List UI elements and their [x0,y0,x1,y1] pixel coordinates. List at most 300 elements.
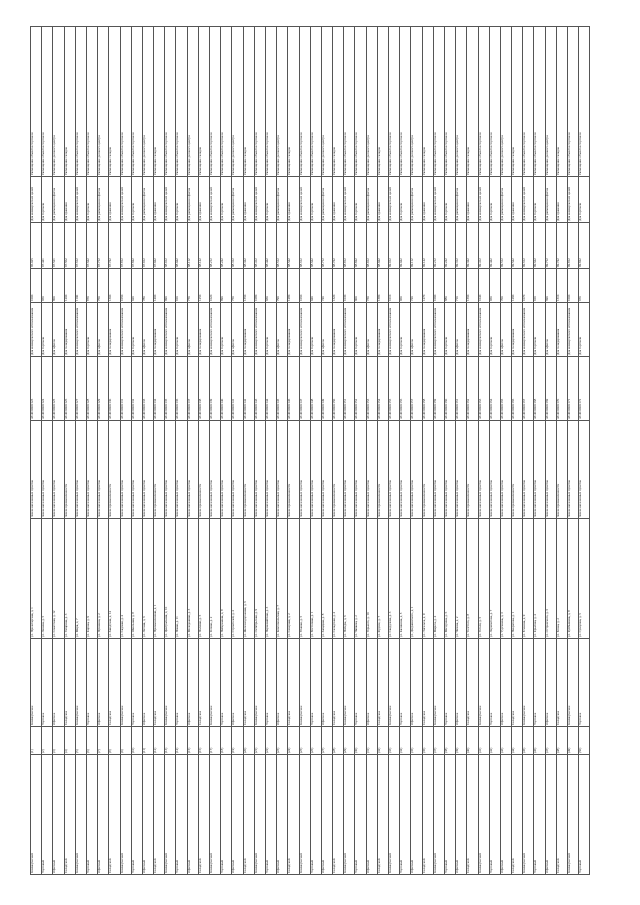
table-cell: Земли населенных пунктов [344,421,355,519]
table-cell: ул. Новая, д. 11 [176,519,187,639]
table-cell: Земли промышленности [333,421,344,519]
table-cell: 43:40:0000:157 [411,357,422,421]
table-cell: Размещение объектов торговли [254,27,265,177]
table-cell: Коммерческий [478,755,489,875]
table-cell: Коммерческое [165,639,176,727]
table-row [98,27,109,875]
table-cell: (28) [333,727,344,755]
table-cell: Торговый [534,755,545,875]
table-cell: (16) [198,727,209,755]
table-body [31,27,590,875]
table-cell: Для торговли [42,303,53,357]
table-cell: 98.612 [299,223,310,269]
table-cell: ул. Лермонтова, д. 7 [489,519,500,639]
table-row [310,27,321,875]
table-cell: Для размещения офисов [98,177,109,223]
table-cell: Офисное [456,639,467,727]
table-row [444,27,455,875]
table-cell: Складское [109,639,120,727]
table-cell: Размещение объектов торговли [86,27,97,177]
table-cell: ул. Школьная, д. 8 [131,519,142,639]
table-cell: 99.312 [456,223,467,269]
table-cell: Офисный [98,755,109,875]
table-cell: Для размещения офисов [456,177,467,223]
table-cell: Размещение складов [422,27,433,177]
table-cell: 98.312 [232,223,243,269]
table-row [422,27,433,875]
table-cell: Офисный [321,755,332,875]
table-cell: 43:40:0000:145 [277,357,288,421]
table-cell: Для складирования [467,303,478,357]
table-cell: (42) [489,727,500,755]
table-cell: Земли населенных пунктов [120,421,131,519]
table-cell: Земли промышленности [422,421,433,519]
table-cell: Торговый [221,755,232,875]
table-cell: (48) [556,727,567,755]
table-cell: 43:40:0000:134 [154,357,165,421]
table-cell: Для торговли [400,177,411,223]
table-cell: 700 [500,269,511,303]
table-cell: 98.442 [265,223,276,269]
table-cell: ул. Мира, д. 7 [75,519,86,639]
table-cell: (33) [389,727,400,755]
table-cell: ул. Набережная, д. 8 [221,519,232,639]
table-cell: 1070 [523,269,534,303]
table-cell: Размещение складов [198,27,209,177]
table-cell: Для торговли [355,177,366,223]
table-row [265,27,276,875]
table-cell: Офисный [232,755,243,875]
table-cell: 43:40:0000:138 [198,357,209,421]
table-cell: Торговый [444,755,455,875]
table-cell: 43:40:0000:159 [433,357,444,421]
table-cell: Торговое [355,639,366,727]
table-cell: Торговый [310,755,321,875]
table-cell: Для коммерческих целей [433,177,444,223]
table-cell: Для размещения офисов [187,177,198,223]
table-cell: 1400 [154,269,165,303]
table-cell: Складское [467,639,478,727]
table-cell: 43:40:0000:168 [534,357,545,421]
table-cell: 960 [400,269,411,303]
table-cell: Офисный [411,755,422,875]
table-cell: (26) [310,727,321,755]
table-cell: Для складирования [198,303,209,357]
table-cell: Земли промышленности [377,421,388,519]
table-cell: 43:40:0000:123 [31,357,42,421]
table-cell: Для размещения офисов [232,177,243,223]
table-cell: Земли населенных пунктов [310,421,321,519]
table-cell: Офисный [142,755,153,875]
table-cell: 43:40:0000:148 [310,357,321,421]
table-cell: Коммерческий [210,755,221,875]
table-cell: Торговое [176,639,187,727]
table-cell: Размещение делового центра [232,27,243,177]
table-cell: Офисный [456,755,467,875]
table-cell: Для офисов [187,303,198,357]
table-cell: (23) [277,727,288,755]
table-cell: (29) [344,727,355,755]
table-cell: 910 [534,269,545,303]
table-cell: Для складирования [243,303,254,357]
table-cell: Земли населенных пунктов [478,421,489,519]
table-cell: Для складирования [422,303,433,357]
table-cell: 97.642 [86,223,97,269]
table-cell: 43:40:0000:164 [489,357,500,421]
table-cell: Коммерческое [433,639,444,727]
table-cell: Для коммерческого использования [120,303,131,357]
table-cell: 97.742 [109,223,120,269]
table-cell: 98.842 [355,223,366,269]
table-cell: Для торговли [176,303,187,357]
table-cell: ул. Толстого, д. 8 [467,519,478,639]
table-cell: (24) [288,727,299,755]
table-row [165,27,176,875]
table-cell: Для коммерческого использования [523,303,534,357]
table-cell: 98.212 [210,223,221,269]
table-cell: Земли населенных пунктов [321,421,332,519]
table-cell: (44) [512,727,523,755]
table-cell: Для торговли [489,177,500,223]
table-cell: Коммерческое [299,639,310,727]
table-cell: 770 [187,269,198,303]
table-cell: 1380 [377,269,388,303]
table-cell: 800 [53,269,64,303]
table-cell: ул. Первомайская, д. 3 [265,519,276,639]
table-cell: (45) [523,727,534,755]
table-cell: 97.942 [154,223,165,269]
table-cell: Складское [243,639,254,727]
table-row [299,27,310,875]
table-cell: Размещение делового центра [142,27,153,177]
table-cell: 97.842 [131,223,142,269]
table-cell: Размещение складов [377,27,388,177]
table-cell: (18) [221,727,232,755]
table-cell: Размещение объектов торговли [75,27,86,177]
table-cell: ул. Чапаева, д. 2 [355,519,366,639]
table-cell: Офисное [277,639,288,727]
table-cell: Для коммерческого использования [299,303,310,357]
table-cell: 43:40:0000:144 [265,357,276,421]
table-cell: (6) [86,727,97,755]
table-cell: 99.742 [556,223,567,269]
table-cell: 1060 [299,269,310,303]
table-cell: 99.442 [489,223,500,269]
table-row [109,27,120,875]
table-cell: (43) [500,727,511,755]
table-cell: Офисный [53,755,64,875]
table-cell: 43:40:0000:132 [131,357,142,421]
table-cell: Земли населенных пунктов [400,421,411,519]
table-cell: Размещение складов [64,27,75,177]
table-cell: Для размещения офисов [53,177,64,223]
table-cell: 43:40:0000:131 [120,357,131,421]
table-cell: 43:40:0000:149 [321,357,332,421]
table-cell: 43:40:0000:151 [344,357,355,421]
table-row [131,27,142,875]
table-cell: Для складирования [556,303,567,357]
table-cell: Для торговли [310,303,321,357]
table-cell: Для коммерческих целей [523,177,534,223]
table-row [210,27,221,875]
table-row [333,27,344,875]
table-cell: Торговый [265,755,276,875]
table-cell: 1000 [568,269,579,303]
table-cell: Коммерческое [344,639,355,727]
table-cell: Земли промышленности [198,421,209,519]
table-cell: ул. Полевая, д. 5 [198,519,209,639]
table-cell: 43:40:0000:166 [512,357,523,421]
table-cell: ул. Куйбышева, д. 8 [568,519,579,639]
table-cell: 98.242 [221,223,232,269]
table-cell: ул. Центральная, д. 10 [165,519,176,639]
table-cell: Земли населенных пунктов [568,421,579,519]
table-cell: Размещение объектов торговли [299,27,310,177]
table-cell: Размещение объектов торговли [344,27,355,177]
table-cell: 43:40:0000:133 [142,357,153,421]
table-cell: 1200 [64,269,75,303]
table-row [579,27,590,875]
table-cell: Складской [556,755,567,875]
table-cell: Земли населенных пунктов [579,421,590,519]
table-cell: Земли промышленности [64,421,75,519]
table-row [154,27,165,875]
table-cell: Размещение складов [288,27,299,177]
table-cell: ул. Пролетарская, д. 1 [31,519,42,639]
table-cell: ул. Есенина, д. 9 [523,519,534,639]
table-cell: 43:40:0000:146 [288,357,299,421]
table-cell: (8) [109,727,120,755]
table-cell: 43:40:0000:153 [366,357,377,421]
table-cell: (38) [444,727,455,755]
table-cell: Размещение складов [467,27,478,177]
table-row [64,27,75,875]
table-row [75,27,86,875]
table-cell: 1050 [120,269,131,303]
table-cell: Для хранения [243,177,254,223]
table-cell: Торговый [176,755,187,875]
table-cell: Размещение объектов торговли [478,27,489,177]
table-cell: Коммерческий [299,755,310,875]
table-cell: ул. Гагарина, д. 3 [64,519,75,639]
table-cell: 1320 [333,269,344,303]
table-cell: Для размещения офисов [142,177,153,223]
table-cell: Размещение объектов торговли [221,27,232,177]
table-cell: 99.412 [478,223,489,269]
table-cell: Офисный [277,755,288,875]
table-cell: Для складирования [288,303,299,357]
table-cell: 930 [265,269,276,303]
table-cell: 43:40:0000:130 [109,357,120,421]
table-cell: Размещение делового центра [456,27,467,177]
table-cell: 43:40:0000:128 [86,357,97,421]
table-cell: Офисное [98,639,109,727]
table-cell: Размещение делового центра [277,27,288,177]
table-cell: Земли населенных пунктов [86,421,97,519]
table-row [355,27,366,875]
table-cell: Земли населенных пунктов [366,421,377,519]
table-cell: (37) [433,727,444,755]
table-cell: Офисное [545,639,556,727]
table-cell: 950 [489,269,500,303]
table-cell: Для коммерческого использования [344,303,355,357]
table-cell: 99.842 [579,223,590,269]
table-cell: Для коммерческого использования [389,303,400,357]
table-cell: Земли населенных пунктов [389,421,400,519]
table-row [344,27,355,875]
table-cell: Для хранения [288,177,299,223]
table-cell: Торговое [221,639,232,727]
table-cell: Для коммерческих целей [210,177,221,223]
table-cell: Коммерческий [31,755,42,875]
table-cell: Офисное [142,639,153,727]
table-cell: 43:40:0000:126 [64,357,75,421]
table-cell: 43:40:0000:143 [254,357,265,421]
table-row [377,27,388,875]
table-cell: Для торговли [400,303,411,357]
table-cell: Складское [198,639,209,727]
table-cell: 1280 [288,269,299,303]
table-cell: Для торговли [579,303,590,357]
table-cell: ул. Промышленная, д. 1 [154,519,165,639]
table-row [411,27,422,875]
table-cell: Для торговли [86,177,97,223]
table-cell: Земли населенных пунктов [265,421,276,519]
table-cell: Офисное [500,639,511,727]
table-cell: 1010 [389,269,400,303]
table-cell: Земли промышленности [243,421,254,519]
table-row [500,27,511,875]
table-cell: Земли промышленности [512,421,523,519]
table-cell: Для офисов [232,303,243,357]
table-cell: Размещение объектов торговли [265,27,276,177]
table-cell: Коммерческий [523,755,534,875]
table-cell: Коммерческий [568,755,579,875]
table-cell: Земли населенных пунктов [98,421,109,519]
table-cell: Для торговли [221,177,232,223]
table-row [545,27,556,875]
table-cell: 43:40:0000:165 [500,357,511,421]
table-cell: ул. Южная, д. 5 [299,519,310,639]
table-cell: Для офисов [411,303,422,357]
table-cell: Для коммерческих целей [75,177,86,223]
table-cell: (11) [142,727,153,755]
table-cell: Земли населенных пунктов [42,421,53,519]
table-cell: 99.142 [422,223,433,269]
table-cell: Офисное [187,639,198,727]
table-cell: 96.025 [31,223,42,269]
table-cell: Для размещения офисов [500,177,511,223]
table-cell: ул. Фрунзе, д. 7 [377,519,388,639]
table-cell: Земли населенных пунктов [232,421,243,519]
table-cell: Для торговли [176,177,187,223]
table-cell: Для хранения [512,177,523,223]
table-cell: Для коммерческого использования [31,303,42,357]
table-cell: Коммерческое [254,639,265,727]
table-cell: Земли населенных пунктов [534,421,545,519]
land-parcel-table [30,26,590,875]
table-cell: Размещение объектов торговли [389,27,400,177]
table-cell: Складской [154,755,165,875]
table-cell: 99.242 [444,223,455,269]
table-cell: 43:40:0000:124 [42,357,53,421]
table-cell: 1270 [422,269,433,303]
table-cell: 99.112 [411,223,422,269]
table-row [86,27,97,875]
table-cell: Коммерческое [31,639,42,727]
table-row [288,27,299,875]
table-cell: (36) [422,727,433,755]
table-cell: 99.012 [389,223,400,269]
table-cell: Для офисов [53,303,64,357]
table-cell: ул. Кирова, д. 9 [86,519,97,639]
table-cell: Размещение делового центра [545,27,556,177]
table-cell: Размещение объектов торговли [131,27,142,177]
table-cell: Для коммерческих целей [299,177,310,223]
table-cell: Складской [109,755,120,875]
table-cell: Размещение объектов торговли [120,27,131,177]
table-cell: Торговое [579,639,590,727]
table-cell: (20) [243,727,254,755]
table-cell: 97.912 [142,223,153,269]
table-cell: 760 [98,269,109,303]
table-cell: Коммерческий [389,755,400,875]
table-cell: Размещение объектов торговли [176,27,187,177]
table-cell: Торговый [400,755,411,875]
table-cell: Земли населенных пунктов [355,421,366,519]
table-row [489,27,500,875]
table-cell: Размещение объектов торговли [534,27,545,177]
table-row [568,27,579,875]
table-row [467,27,478,875]
table-cell: Размещение объектов торговли [489,27,500,177]
table-cell: 1100 [75,269,86,303]
table-cell: 43:40:0000:171 [568,357,579,421]
table-cell: Для торговли [579,177,590,223]
table-cell: Для складирования [64,303,75,357]
table-cell: ул. Железнодорожная, д. 6 [243,519,254,639]
table-cell: 43:40:0000:169 [545,357,556,421]
table-cell: Земли населенных пунктов [176,421,187,519]
table-cell: Для офисов [500,303,511,357]
table-cell: Размещение делового центра [98,27,109,177]
table-cell: 43:40:0000:125 [53,357,64,421]
table-cell: (4) [64,727,75,755]
table-cell: Складской [333,755,344,875]
table-cell: Торговое [42,639,53,727]
table-cell: 950 [42,269,53,303]
table-cell: 43:40:0000:170 [556,357,567,421]
table-row [433,27,444,875]
table-cell: Для офисов [366,303,377,357]
table-cell: Торговый [355,755,366,875]
table-cell: 97.441 [42,223,53,269]
table-cell: 99.542 [512,223,523,269]
table-cell: Коммерческое [523,639,534,727]
table-cell: Для коммерческих целей [478,177,489,223]
table-cell: Размещение складов [243,27,254,177]
table-cell: ул. Некрасова, д. 1 [512,519,523,639]
table-row [142,27,153,875]
table-cell: Размещение делового центра [366,27,377,177]
table-cell: 990 [165,269,176,303]
table-cell: Для офисов [545,303,556,357]
table-cell: (32) [377,727,388,755]
table-row [400,27,411,875]
table-row [389,27,400,875]
table-cell: Складское [64,639,75,727]
table-cell: 98.642 [310,223,321,269]
